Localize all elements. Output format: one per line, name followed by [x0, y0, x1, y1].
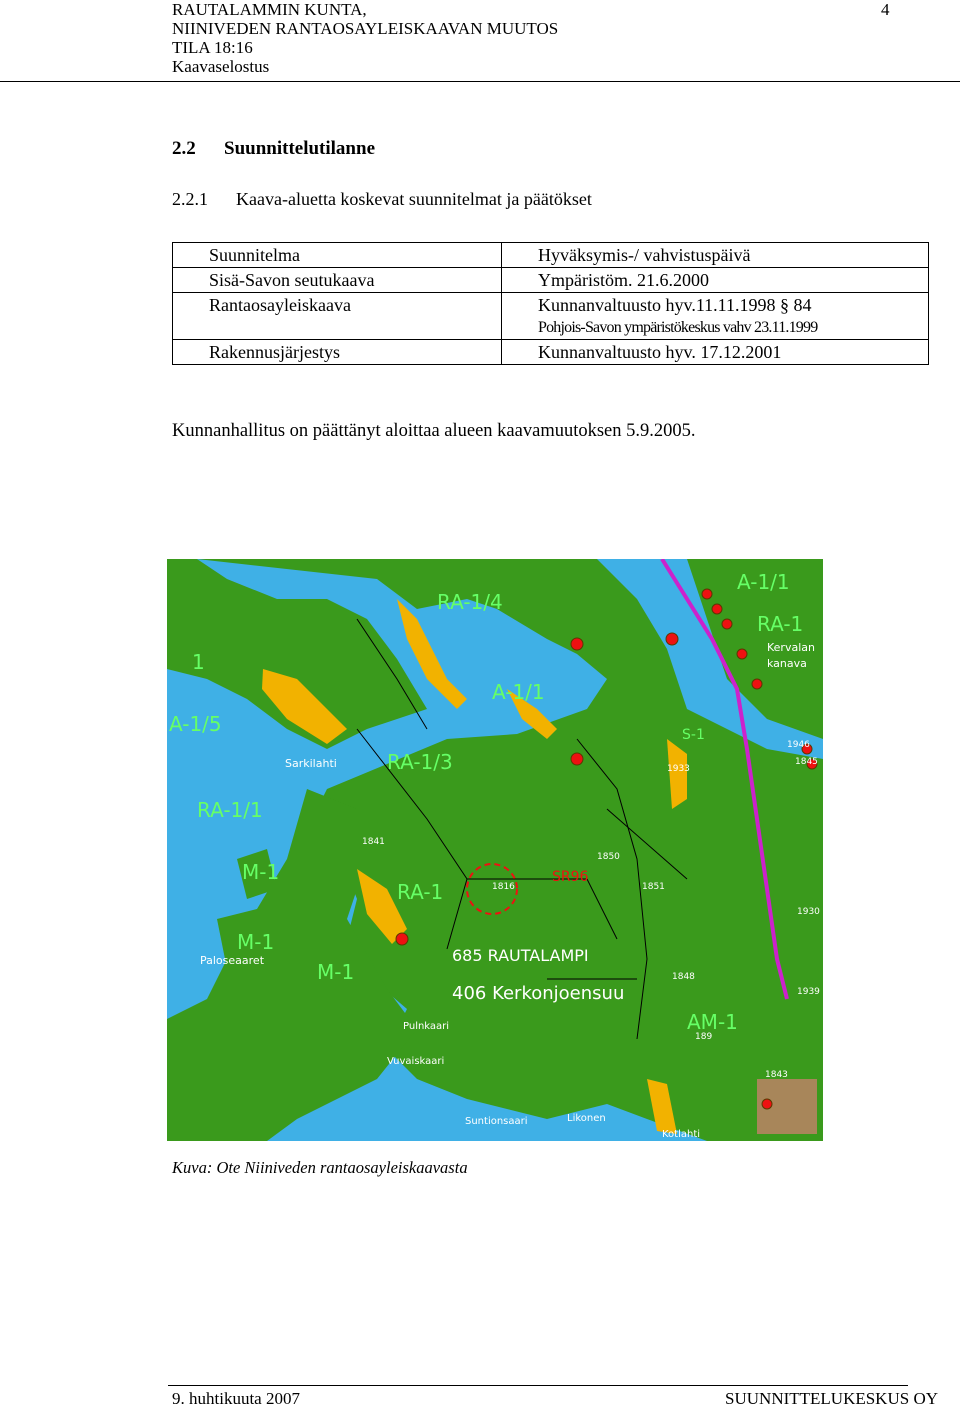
footer-date: 9. huhtikuuta 2007	[172, 1389, 300, 1408]
map-label: Paloseaaret	[200, 954, 265, 967]
map-label: Kotlahti	[662, 1129, 701, 1140]
table-cell: Ympäristöm. 21.6.2000	[502, 268, 929, 293]
map-label: M-1	[237, 930, 275, 954]
map-label: 1850	[597, 852, 620, 862]
subsection-title: Kaava-aluetta koskevat suunnitelmat ja päätökset	[236, 189, 592, 209]
map-label: Likonen	[567, 1113, 606, 1124]
section-title: Suunnittelutilanne	[224, 138, 375, 159]
map-label: 189	[695, 1032, 713, 1042]
table-row	[173, 268, 929, 293]
map-label: Suntionsaari	[465, 1116, 528, 1127]
table-cell: Rakennusjärjestys	[173, 340, 502, 365]
map-label: 1930	[797, 907, 820, 917]
map-label: 1	[192, 650, 205, 674]
map-label: 1851	[642, 882, 665, 892]
header-line-4: Kaavaselostus	[172, 57, 270, 76]
body-paragraph: Kunnanhallitus on päättänyt aloittaa alueen kaavamuutoksen 5.9.2005.	[172, 421, 696, 441]
subsection-heading	[172, 189, 592, 210]
map-label: AM-1	[687, 1010, 738, 1034]
map-label: 1845	[795, 757, 818, 767]
table-cell-line: Kunnanvaltuusto hyv.11.11.1998 § 84	[538, 295, 812, 315]
map-label: M-1	[317, 960, 355, 984]
map-label: Vuvaiskaari	[387, 1056, 445, 1067]
zoning-map	[167, 559, 823, 1141]
table-header-row	[173, 243, 929, 268]
map-label: Pulnkaari	[403, 1021, 450, 1032]
map-label: A-1/5	[169, 712, 222, 736]
header-line-1: RAUTALAMMIN KUNTA,	[172, 0, 367, 19]
map-label: M-1	[242, 860, 280, 884]
map-label: RA-1/4	[437, 590, 503, 614]
map-label: kanava	[767, 657, 807, 670]
map-label: SR96	[552, 869, 589, 885]
map-label: 1843	[765, 1070, 788, 1080]
figure-caption: Kuva: Ote Niiniveden rantaosayleiskaavasta	[172, 1158, 468, 1177]
map-label: A-1/1	[737, 570, 790, 594]
table-row	[173, 293, 929, 340]
footer-company: SUUNNITTELUKESKUS OY	[725, 1389, 938, 1408]
map-label: 1816	[492, 882, 515, 892]
table-cell: Rantaosayleiskaava	[173, 293, 502, 340]
map-label: RA-1/3	[387, 750, 453, 774]
table-cell: Kunnanvaltuusto hyv. 17.12.2001	[502, 340, 929, 365]
page-number: 4	[881, 0, 890, 19]
map-label: RA-1/1	[197, 798, 263, 822]
map-label: A-1/1	[492, 680, 545, 704]
plans-table	[172, 242, 929, 365]
map-label: Sarkilahti	[285, 757, 337, 770]
map-label: S-1	[682, 727, 705, 743]
table-cell: Sisä-Savon seutukaava	[173, 268, 502, 293]
map-label: 1848	[672, 972, 695, 982]
header-line-3: TILA 18:16	[172, 38, 253, 57]
header-divider	[0, 81, 960, 82]
section-number: 2.2	[172, 138, 196, 159]
subsection-number: 2.2.1	[172, 189, 208, 209]
map-label: Kervalan	[767, 641, 815, 654]
footer-divider	[168, 1385, 908, 1386]
map-label: RA-1	[397, 880, 444, 904]
map-label: RA-1	[757, 612, 804, 636]
table-header-cell: Hyväksymis-/ vahvistuspäivä	[502, 243, 929, 268]
map-label: 685 RAUTALAMPI	[452, 946, 589, 965]
map-label: 1933	[667, 764, 690, 774]
map-label: 1946	[787, 740, 810, 750]
header-line-2: NIINIVEDEN RANTAOSAYLEISKAAVAN MUUTOS	[172, 19, 559, 38]
table-cell	[502, 293, 929, 340]
map-label: 406 Kerkonjoensuu	[452, 983, 625, 1004]
map-label: 1939	[797, 987, 820, 997]
map-label: 1841	[362, 837, 385, 847]
table-cell-line: Pohjois-Savon ympäristökeskus vahv 23.11.1999	[538, 319, 818, 336]
document-header	[172, 0, 558, 76]
section-heading	[172, 138, 375, 160]
table-row	[173, 340, 929, 365]
table-header-cell: Suunnitelma	[173, 243, 502, 268]
